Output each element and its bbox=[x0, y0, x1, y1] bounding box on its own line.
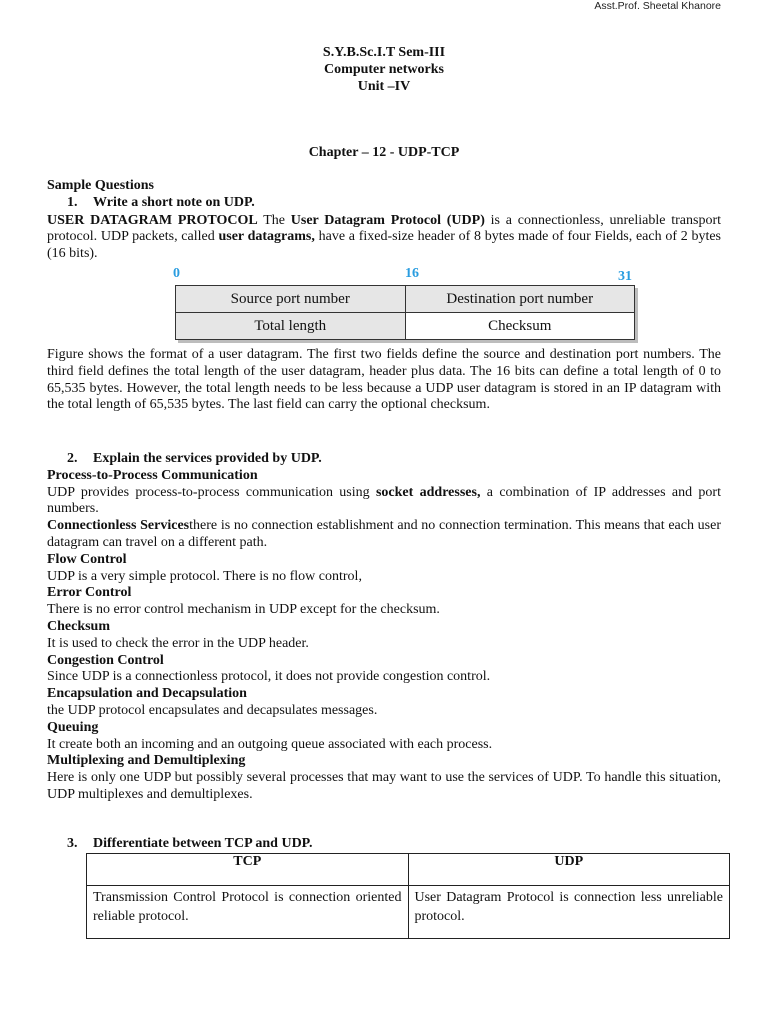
p2p-text bbox=[47, 485, 721, 519]
document-title bbox=[0, 44, 768, 95]
multiplexing-text: Here is only one UDP but possibly several processes that may want to use the services of UDP. To handle this situation, UDP multiplexes and demultiplexes. bbox=[47, 770, 721, 802]
queuing-text: It create both an incoming and an outgoing queue associated with each process. bbox=[47, 736, 493, 752]
udp-intro-bold-2: User Datagram Protocol (UDP) bbox=[290, 212, 485, 228]
title-subject: Computer networks bbox=[324, 62, 444, 77]
connectionless-heading: Connectionless Services bbox=[47, 518, 190, 534]
p2p-heading: Process-to-Process Communication bbox=[47, 467, 258, 483]
multiplexing-heading: Multiplexing and Demultiplexing bbox=[47, 753, 246, 769]
udp-intro-bold-1: USER DATAGRAM PROTOCOL bbox=[47, 212, 258, 228]
chapter-heading: Chapter – 12 - UDP-TCP bbox=[308, 145, 460, 160]
p2p-text-1: UDP provides process-to-process communication using bbox=[47, 484, 376, 500]
error-control-text: There is no error control mechanism in UDP except for the checksum. bbox=[47, 602, 440, 618]
encapsulation-text: the UDP protocol encapsulates and decapsulates messages. bbox=[47, 702, 378, 718]
table-header-row bbox=[87, 854, 730, 886]
question-3-number: 3. bbox=[67, 836, 78, 851]
section-udp-services bbox=[47, 451, 721, 804]
total-length-cell: Total length bbox=[176, 313, 406, 340]
question-1 bbox=[47, 195, 721, 212]
udp-column-header: UDP bbox=[408, 854, 730, 886]
bit-position-labels bbox=[173, 266, 638, 284]
question-2-number: 2. bbox=[67, 451, 78, 466]
destination-port-cell: Destination port number bbox=[405, 286, 635, 313]
table-row bbox=[87, 886, 730, 939]
question-3-text: Differentiate between TCP and UDP. bbox=[93, 836, 313, 851]
p2p-text-2: a combination of IP addresses and port numbers. bbox=[47, 484, 721, 517]
udp-intro-text-1: The bbox=[257, 212, 291, 228]
checksum-heading: Checksum bbox=[47, 618, 111, 634]
udp-description-cell: User Datagram Protocol is connection less unreliable protocol. bbox=[408, 886, 730, 939]
flow-control-text: UDP is a very simple protocol. There is no flow control, bbox=[47, 568, 362, 584]
question-2-text: Explain the services provided by UDP. bbox=[93, 451, 322, 466]
question-3 bbox=[47, 836, 721, 853]
queuing-heading: Queuing bbox=[47, 719, 99, 735]
question-2 bbox=[47, 451, 721, 468]
sample-questions-heading: Sample Questions bbox=[47, 178, 154, 193]
section-udp-note bbox=[47, 178, 721, 263]
p2p-text-bold: socket addresses, bbox=[375, 484, 481, 500]
congestion-control-heading: Congestion Control bbox=[47, 652, 164, 668]
tcp-description-cell: Transmission Control Protocol is connection oriented reliable protocol. bbox=[87, 886, 409, 939]
error-control-heading: Error Control bbox=[47, 585, 132, 601]
checksum-cell: Checksum bbox=[405, 313, 635, 340]
figure-description: Figure shows the format of a user datagram. The first two fields define the source and destination port numbers. The third field defines the total length of the user datagram, header plus data. The 16 bits can define a total length of 0 to 65,535 bytes. However, the total length needs to be less because a UDP user datagram is stored in an IP datagram with the total length of 65,535 bytes. The last field can carry the optional checksum. bbox=[47, 347, 721, 413]
source-port-cell: Source port number bbox=[176, 286, 406, 313]
connectionless-text: there is no connection establishment and no connection termination. This means that each user datagram can travel on a different path. bbox=[47, 518, 721, 550]
udp-intro-bold-3: user datagrams, bbox=[218, 229, 315, 245]
bit-label-0: 0 bbox=[173, 266, 180, 281]
title-course: S.Y.B.Sc.I.T Sem-III bbox=[322, 45, 446, 60]
flow-control-heading: Flow Control bbox=[47, 551, 127, 567]
udp-intro-text-3: have a fixed-size header of 8 bytes made of four Fields, each of 2 bytes (16 bits). bbox=[47, 229, 722, 262]
author-header: Asst.Prof. Sheetal Khanore bbox=[594, 0, 721, 12]
udp-header-figure bbox=[175, 285, 635, 340]
section-tcp-udp bbox=[47, 836, 721, 853]
bit-label-16: 16 bbox=[405, 266, 419, 281]
question-1-number: 1. bbox=[67, 194, 78, 210]
congestion-control-text: Since UDP is a connectionless protocol, it does not provide congestion control. bbox=[47, 669, 491, 685]
encapsulation-heading: Encapsulation and Decapsulation bbox=[47, 686, 247, 702]
tcp-column-header: TCP bbox=[87, 854, 409, 886]
title-unit: Unit –IV bbox=[357, 79, 411, 94]
checksum-text: It is used to check the error in the UDP header. bbox=[47, 635, 309, 651]
bit-label-31: 31 bbox=[618, 269, 632, 284]
question-1-text: Write a short note on UDP. bbox=[93, 194, 255, 210]
udp-intro-text-2: is a connectionless, unreliable transport protocol. UDP packets, called bbox=[47, 212, 721, 245]
tcp-udp-comparison-table bbox=[86, 853, 730, 939]
connectionless-paragraph bbox=[47, 518, 721, 552]
udp-intro-paragraph bbox=[47, 213, 721, 263]
